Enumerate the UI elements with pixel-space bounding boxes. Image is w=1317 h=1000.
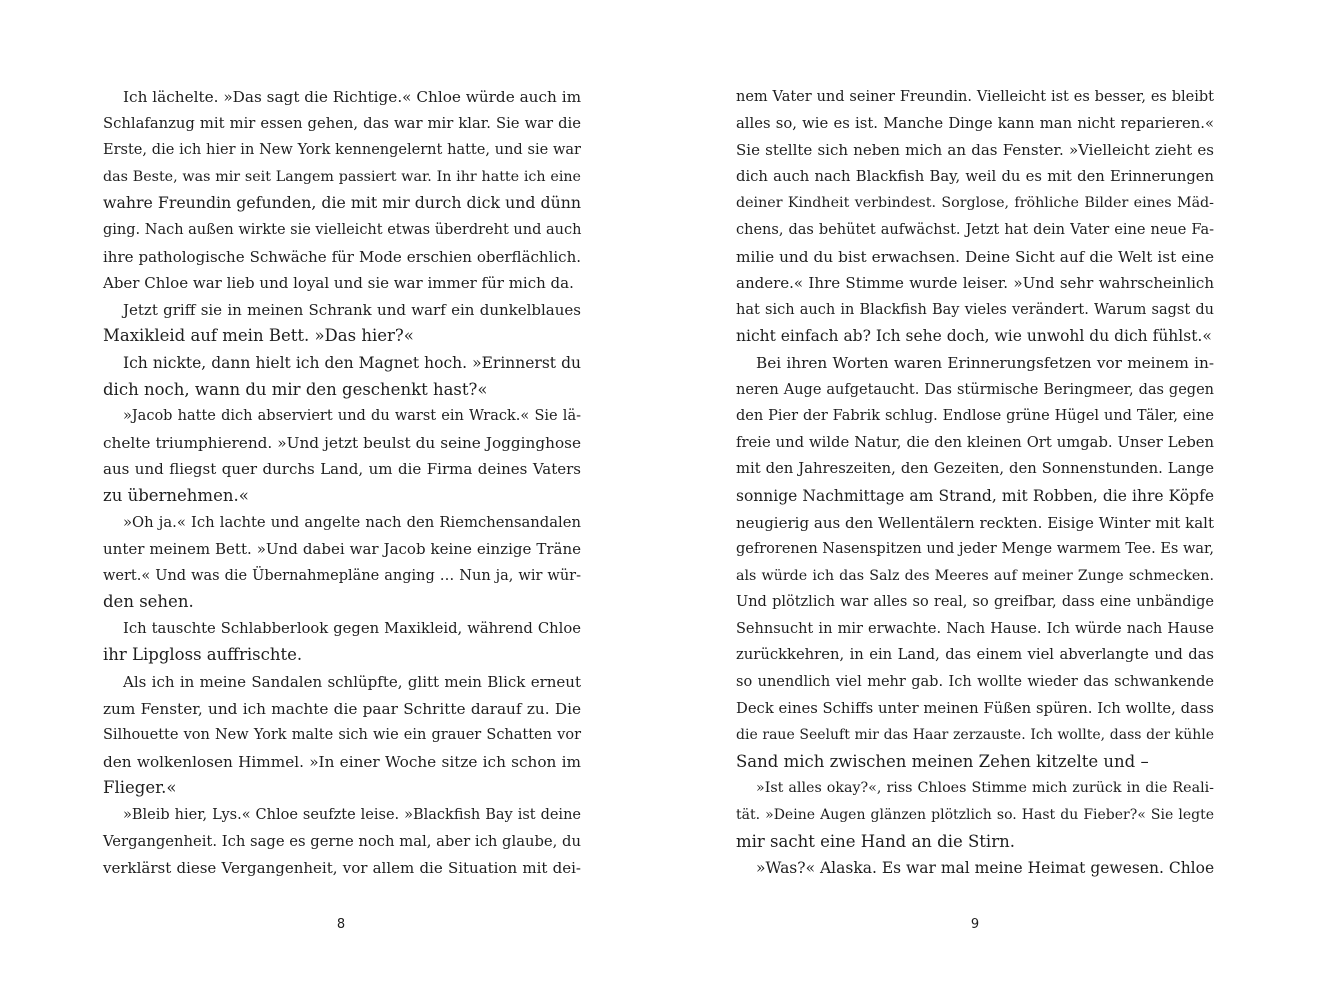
text-line: nicht einfach ab? Ich sehe doch, wie unwohl du dich fühlst.« (736, 327, 1212, 346)
text-line: hat sich auch in Blackfish Bay vieles verändert. Warum sagst du (736, 301, 1214, 318)
text-line: den Pier der Fabrik schlug. Endlose grüne Hügel und Täler, eine (736, 408, 1214, 425)
right-page-text (736, 84, 1214, 882)
text-line: dich auch nach Blackfish Bay, weil du es mit den Erinnerungen (736, 167, 1214, 185)
text-line: Sand mich zwischen meinen Zehen kitzelte und – (736, 751, 1149, 771)
text-line: nem Vater und seiner Freundin. Vielleicht ist es besser, es bleibt (736, 89, 1214, 105)
text-line: alles so, wie es ist. Manche Dinge kann man nicht reparieren.« (736, 114, 1214, 132)
text-line: so unendlich viel mehr gab. Ich wollte wieder das schwankende (736, 674, 1214, 691)
text-line: als würde ich das Salz des Meeres auf meiner Zunge schmecken. (736, 567, 1214, 584)
text-line: die raue Seeluft mir das Haar zerzauste. Ich wollte, dass der kühle (736, 727, 1214, 744)
text-line: Jetzt griff sie in meinen Schrank und warf ein dunkelblaues (123, 300, 581, 319)
text-line: »Jacob hatte dich abserviert und du warst ein Wrack.« Sie lä- (123, 408, 581, 425)
text-line: den wolkenlosen Himmel. »In einer Woche sitze ich schon im (103, 752, 581, 771)
text-line: zu übernehmen.« (103, 485, 249, 505)
text-line: Erste, die ich hier in New York kennengelernt hatte, und sie war (103, 142, 581, 159)
text-line: sonnige Nachmittage am Strand, mit Robben, die ihre Köpfe (736, 486, 1214, 505)
text-line: Und plötzlich war alles so real, so greifbar, dass eine unbändige (736, 594, 1214, 611)
left-page-text (103, 84, 581, 882)
text-line: aus und fliegst quer durchs Land, um die Firma deines Vaters (103, 460, 581, 479)
text-line: zum Fenster, und ich machte die paar Schritte darauf zu. Die (103, 699, 581, 718)
text-line: tät. »Deine Augen glänzen plötzlich so. Hast du Fieber?« Sie legte (736, 807, 1214, 824)
text-line: Ich nickte, dann hielt ich den Magnet hoch. »Erinnerst du (123, 353, 581, 372)
text-line: das Beste, was mir seit Langem passiert war. In ihr hatte ich eine (103, 168, 581, 185)
text-line: ging. Nach außen wirkte sie vielleicht etwas überdreht und auch (103, 221, 582, 238)
text-line: Silhouette von New York malte sich wie ein grauer Schatten vor (103, 727, 581, 744)
text-line: »Oh ja.« Ich lachte und angelte nach den Riemchensandalen (123, 513, 581, 531)
text-line: Sie stellte sich neben mich an das Fenster. »Vielleicht zieht es (736, 141, 1214, 160)
text-line: neugierig aus den Wellentälern reckten. Eisige Winter mit kalt (736, 513, 1214, 532)
text-line: ihre pathologische Schwäche für Mode erschien oberflächlich. (103, 247, 581, 266)
text-line: »Was?« Alaska. Es war mal meine Heimat gewesen. Chloe (756, 859, 1215, 878)
text-line: andere.« Ihre Stimme wurde leiser. »Und sehr wahrscheinlich (736, 274, 1214, 293)
text-line: verklärst diese Vergangenheit, vor allem die Situation mit dei- (103, 859, 581, 878)
text-line: ihr Lipgloss auffrischte. (103, 645, 303, 665)
right-page-number: 9 (970, 917, 980, 932)
text-line: wert.« Und was die Übernahmepläne anging … Nun ja, wir wür- (103, 567, 581, 584)
text-line: Maxikleid auf mein Bett. »Das hier?« (103, 326, 414, 346)
text-line: mit den Jahreszeiten, den Gezeiten, den Sonnenstunden. Lange (736, 460, 1214, 478)
text-line: deiner Kindheit verbindest. Sorglose, fröhliche Bilder eines Mäd- (736, 195, 1214, 212)
text-line: Ich lächelte. »Das sagt die Richtige.« Chloe würde auch im (123, 88, 582, 106)
text-line: Ich tauschte Schlabberlook gegen Maxikleid, während Chloe (123, 619, 581, 637)
text-line: Sehnsucht in mir erwachte. Nach Hause. Ich würde nach Hause (736, 620, 1214, 637)
text-line: Flieger.« (103, 778, 177, 798)
text-line: unter meinem Bett. »Und dabei war Jacob keine einzige Träne (103, 540, 581, 559)
text-line: Als ich in meine Sandalen schlüpfte, glitt mein Blick erneut (123, 673, 581, 692)
text-line: den sehen. (103, 592, 194, 612)
text-line: freie und wilde Natur, die den kleinen Ort umgab. Unser Leben (736, 433, 1214, 451)
text-line: chelte triumphierend. »Und jetzt beulst du seine Jogginghose (103, 433, 581, 452)
text-line: wahre Freundin gefunden, die mit mir durch dick und dünn (103, 193, 581, 213)
text-line: Vergangenheit. Ich sage es gerne noch mal, aber ich glaube, du (103, 832, 581, 850)
text-line: Schlafanzug mit mir essen gehen, das war mir klar. Sie war die (103, 114, 581, 132)
text-line: neren Auge aufgetaucht. Das stürmische Beringmeer, das gegen (736, 381, 1214, 398)
text-line: »Ist alles okay?«, riss Chloes Stimme mich zurück in die Reali- (756, 780, 1214, 797)
text-line: dich noch, wann du mir den geschenkt hast?« (103, 379, 488, 399)
text-line: chens, das behütet aufwächst. Jetzt hat dein Vater eine neue Fa- (736, 221, 1214, 238)
text-line: zurückkehren, in ein Land, das einem viel abverlangte und das (736, 646, 1214, 664)
text-line: mir sacht eine Hand an die Stirn. (736, 831, 1015, 851)
left-page-number: 8 (336, 917, 346, 932)
text-line: Bei ihren Worten waren Erinnerungsfetzen vor meinem in- (756, 353, 1214, 372)
text-line: »Bleib hier, Lys.« Chloe seufzte leise. »Blackfish Bay ist deine (123, 807, 581, 824)
text-line: Deck eines Schiffs unter meinen Füßen spüren. Ich wollte, dass (736, 699, 1214, 717)
text-line: gefrorenen Nasenspitzen und jeder Menge warmem Tee. Es war, (736, 541, 1214, 558)
text-line: milie und du bist erwachsen. Deine Sicht auf die Welt ist eine (736, 247, 1214, 266)
text-line: Aber Chloe war lieb und loyal und sie war immer für mich da. (103, 274, 574, 293)
